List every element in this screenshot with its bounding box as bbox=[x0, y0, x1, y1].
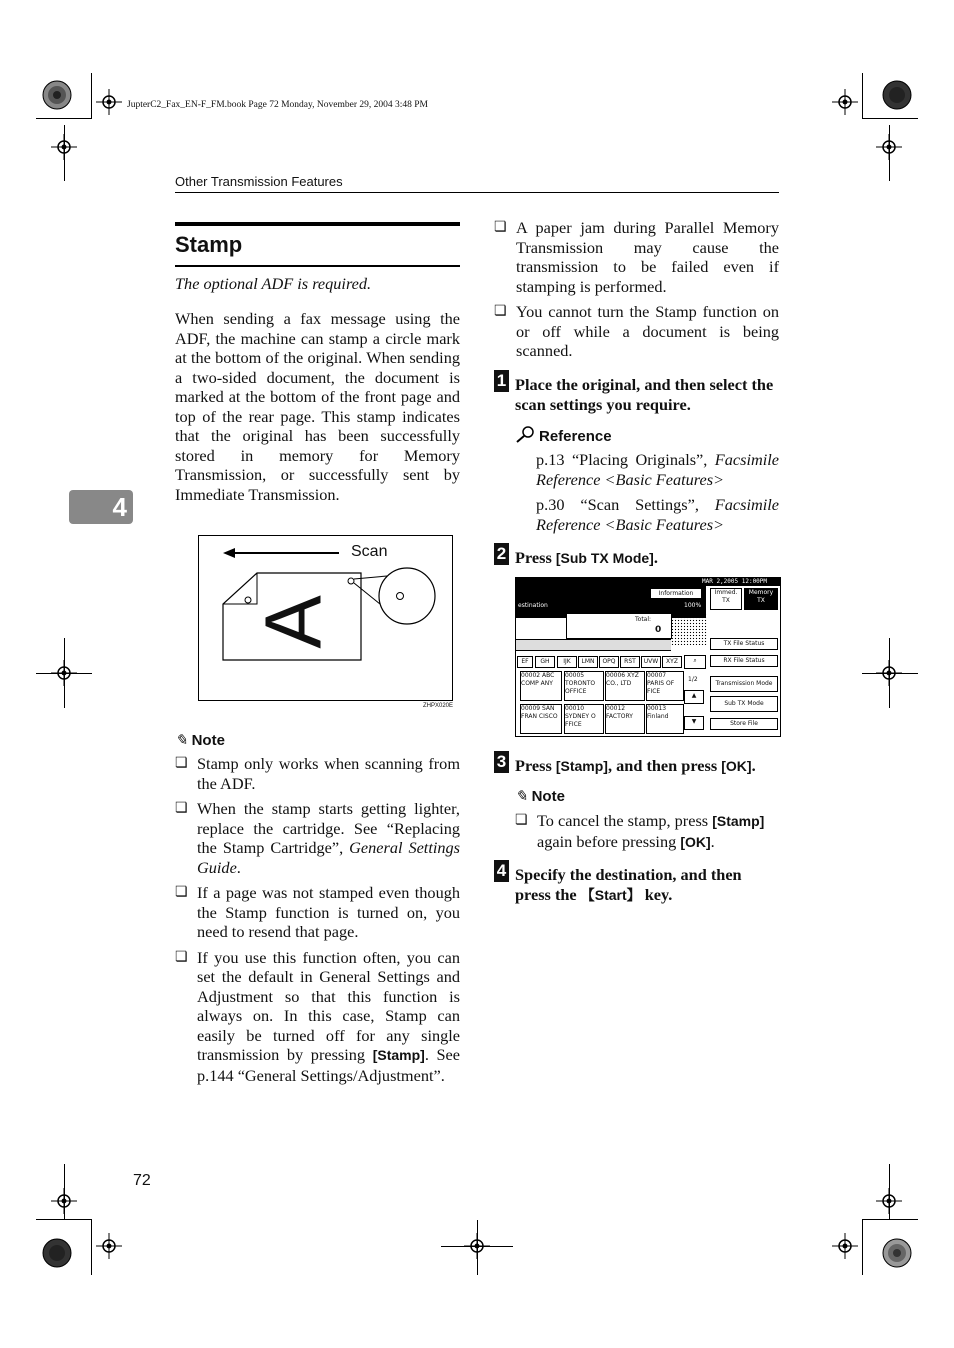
calibration-disc-icon bbox=[42, 1238, 72, 1268]
page-down-button[interactable]: ▼ bbox=[684, 716, 704, 730]
magnifier-icon bbox=[515, 425, 535, 443]
page-number: 72 bbox=[133, 1172, 151, 1189]
page-indicator: 1/2 bbox=[688, 676, 698, 683]
memory-tx-button[interactable]: Memory TX bbox=[744, 588, 778, 610]
destination-key[interactable]: 00012 FACTORY bbox=[605, 704, 645, 734]
note-list bbox=[175, 754, 460, 1091]
step-1 bbox=[494, 370, 779, 414]
transmission-mode-button[interactable]: Transmission Mode bbox=[710, 676, 778, 692]
orientation-letter: A bbox=[248, 595, 338, 649]
tab-lmn[interactable]: LMN bbox=[578, 656, 598, 668]
tab-ijk[interactable]: IJK bbox=[557, 656, 577, 668]
reference-item: p.13 “Placing Originals”, Facsimile Reference <Basic Features> bbox=[536, 450, 779, 489]
tab-opq[interactable]: OPQ bbox=[599, 656, 619, 668]
page-up-button[interactable]: ▲ bbox=[684, 690, 704, 704]
reference-item: p.30 “Scan Settings”, Facsimile Reference <Basic Features> bbox=[536, 495, 779, 534]
panel-clock: MAR 2,2005 12:00PM bbox=[702, 578, 768, 585]
requirement-note: The optional ADF is required. bbox=[175, 274, 372, 293]
list-item: ❏ Stamp only works when scanning from the ADF. bbox=[175, 754, 460, 793]
book-info: JupterC2_Fax_EN-F_FM.book Page 72 Monday, November 29, 2004 3:48 PM bbox=[127, 100, 428, 110]
step-2: 2 Press [Sub TX Mode]. bbox=[494, 543, 779, 569]
section-title: Stamp bbox=[175, 232, 243, 257]
step-3: 3 Press [Stamp], and then press [OK]. bbox=[494, 751, 779, 777]
panel-dot-grid bbox=[671, 613, 707, 645]
header-rule bbox=[175, 192, 779, 193]
registration-target-icon bbox=[876, 1188, 902, 1214]
note-heading: ✎ Note bbox=[175, 732, 225, 749]
step-number: 2 bbox=[494, 543, 509, 565]
list-item: ❏ If you use this function often, you can set the default in General Settings and Adjustment so that this function is always on. In this case, Stamp can easily be turned off for any single transmission by pressing [Stamp]. See p.144 “General Settings/Adjustment”. bbox=[175, 948, 460, 1086]
rx-file-status-button[interactable]: RX File Status bbox=[710, 655, 778, 667]
registration-target-icon bbox=[832, 89, 858, 115]
step-number: 1 bbox=[494, 370, 509, 392]
title-underline bbox=[175, 265, 460, 267]
registration-target-icon bbox=[832, 1233, 858, 1259]
calibration-disc-icon bbox=[882, 80, 912, 110]
destination-key[interactable]: 00002 ABC COMP ANY bbox=[520, 671, 562, 701]
calibration-disc-icon bbox=[42, 80, 72, 110]
registration-target-icon bbox=[51, 1188, 77, 1214]
title-bar bbox=[175, 222, 460, 226]
list-item: ❏ You cannot turn the Stamp function on or off while a document is being scanned. bbox=[494, 302, 779, 361]
destination-key[interactable]: 00006 XYZ CO., LTD bbox=[605, 671, 645, 701]
ok-key: [OK] bbox=[680, 833, 711, 850]
chapter-tab bbox=[69, 490, 133, 524]
stamp-key: [Stamp] bbox=[712, 813, 765, 829]
stamp-key: [Stamp] bbox=[372, 1047, 425, 1063]
calibration-disc-icon bbox=[882, 1238, 912, 1268]
total-box: Total: 0 bbox=[566, 613, 672, 639]
registration-target-icon bbox=[96, 1233, 122, 1259]
start-key: 【Start】 bbox=[580, 886, 641, 903]
note-list bbox=[515, 811, 779, 858]
tx-file-status-button[interactable]: TX File Status bbox=[710, 638, 778, 650]
tab-ef[interactable]: EF bbox=[517, 656, 533, 668]
tab-rst[interactable]: RST bbox=[620, 656, 640, 668]
store-file-button[interactable]: Store File bbox=[710, 718, 778, 730]
step-number: 4 bbox=[494, 860, 509, 882]
step-4: 4 Specify the destination, and then press the 【Start】 key. bbox=[494, 860, 779, 905]
memory-level: 100% bbox=[684, 602, 702, 609]
list-item: ❏ To cancel the stamp, press [Stamp] again before pressing [OK]. bbox=[515, 811, 779, 852]
sub-tx-mode-button[interactable]: Sub TX Mode bbox=[710, 696, 778, 712]
immed-tx-button[interactable]: Immed. TX bbox=[710, 588, 742, 610]
ok-key: [OK] bbox=[721, 758, 752, 774]
registration-target-icon bbox=[96, 89, 122, 115]
stamp-key: [Stamp] bbox=[555, 758, 608, 774]
intro-paragraph: When sending a fax message using the ADF, the machine can stamp a circle mark at the bottom of the original. When sending a two-sided document, the document is marked at the bottom of the front page and top of the rear page. This stamp indicates that the original has been successfully stored in memory for Memory Transmission, or successfully sent by Immediate Transmission. bbox=[175, 309, 460, 504]
tab-xyz[interactable]: XYZ bbox=[662, 656, 682, 668]
figure-code: ZHPX020E bbox=[423, 703, 454, 709]
list-item: ❏ A paper jam during Parallel Memory Transmission may cause the transmission to be failed even if stamping is performed. bbox=[494, 218, 779, 296]
destination-key[interactable]: 00007 PARIS OF FICE bbox=[646, 671, 684, 701]
destination-key[interactable]: 00013 Finland bbox=[646, 704, 684, 734]
note-heading: ✎ Note bbox=[515, 788, 565, 805]
tab-uvw[interactable]: UVW bbox=[641, 656, 661, 668]
running-title: Other Transmission Features bbox=[175, 174, 343, 189]
list-item: ❏ When the stamp starts getting lighter, replace the cartridge. See “Replacing the Stamp Cartridge”, General Settings Guide. bbox=[175, 799, 460, 877]
destination-key[interactable]: 00009 SAN FRAN CISCO bbox=[520, 704, 562, 734]
pencil-icon: ✎ bbox=[175, 733, 188, 749]
registration-target-icon bbox=[51, 134, 77, 160]
fax-control-panel bbox=[515, 577, 781, 737]
step-text: Place the original, and then select the scan settings you require. bbox=[515, 375, 774, 414]
pencil-icon: ✎ bbox=[515, 789, 528, 805]
scan-label: Scan bbox=[351, 543, 388, 560]
right-note-list bbox=[494, 218, 779, 367]
reference-heading: Reference bbox=[515, 425, 612, 446]
chapter-number: 4 bbox=[112, 492, 127, 522]
information-button[interactable]: Information bbox=[650, 588, 702, 599]
destination-key[interactable]: 00005 TORONTO OFFICE bbox=[564, 671, 604, 701]
sub-tx-mode-key: [Sub TX Mode] bbox=[555, 550, 654, 566]
step-number: 3 bbox=[494, 751, 509, 773]
stamp-figure bbox=[198, 535, 453, 701]
search-icon[interactable]: ⌕ bbox=[684, 655, 706, 669]
destination-key[interactable]: 00010 SYDNEY O FFICE bbox=[564, 704, 604, 734]
list-item: ❏ If a page was not stamped even though the Stamp function is turned on, you need to resend that page. bbox=[175, 883, 460, 942]
tab-gh[interactable]: GH bbox=[535, 656, 555, 668]
registration-target-icon bbox=[876, 134, 902, 160]
destination-label: estination bbox=[518, 602, 548, 609]
